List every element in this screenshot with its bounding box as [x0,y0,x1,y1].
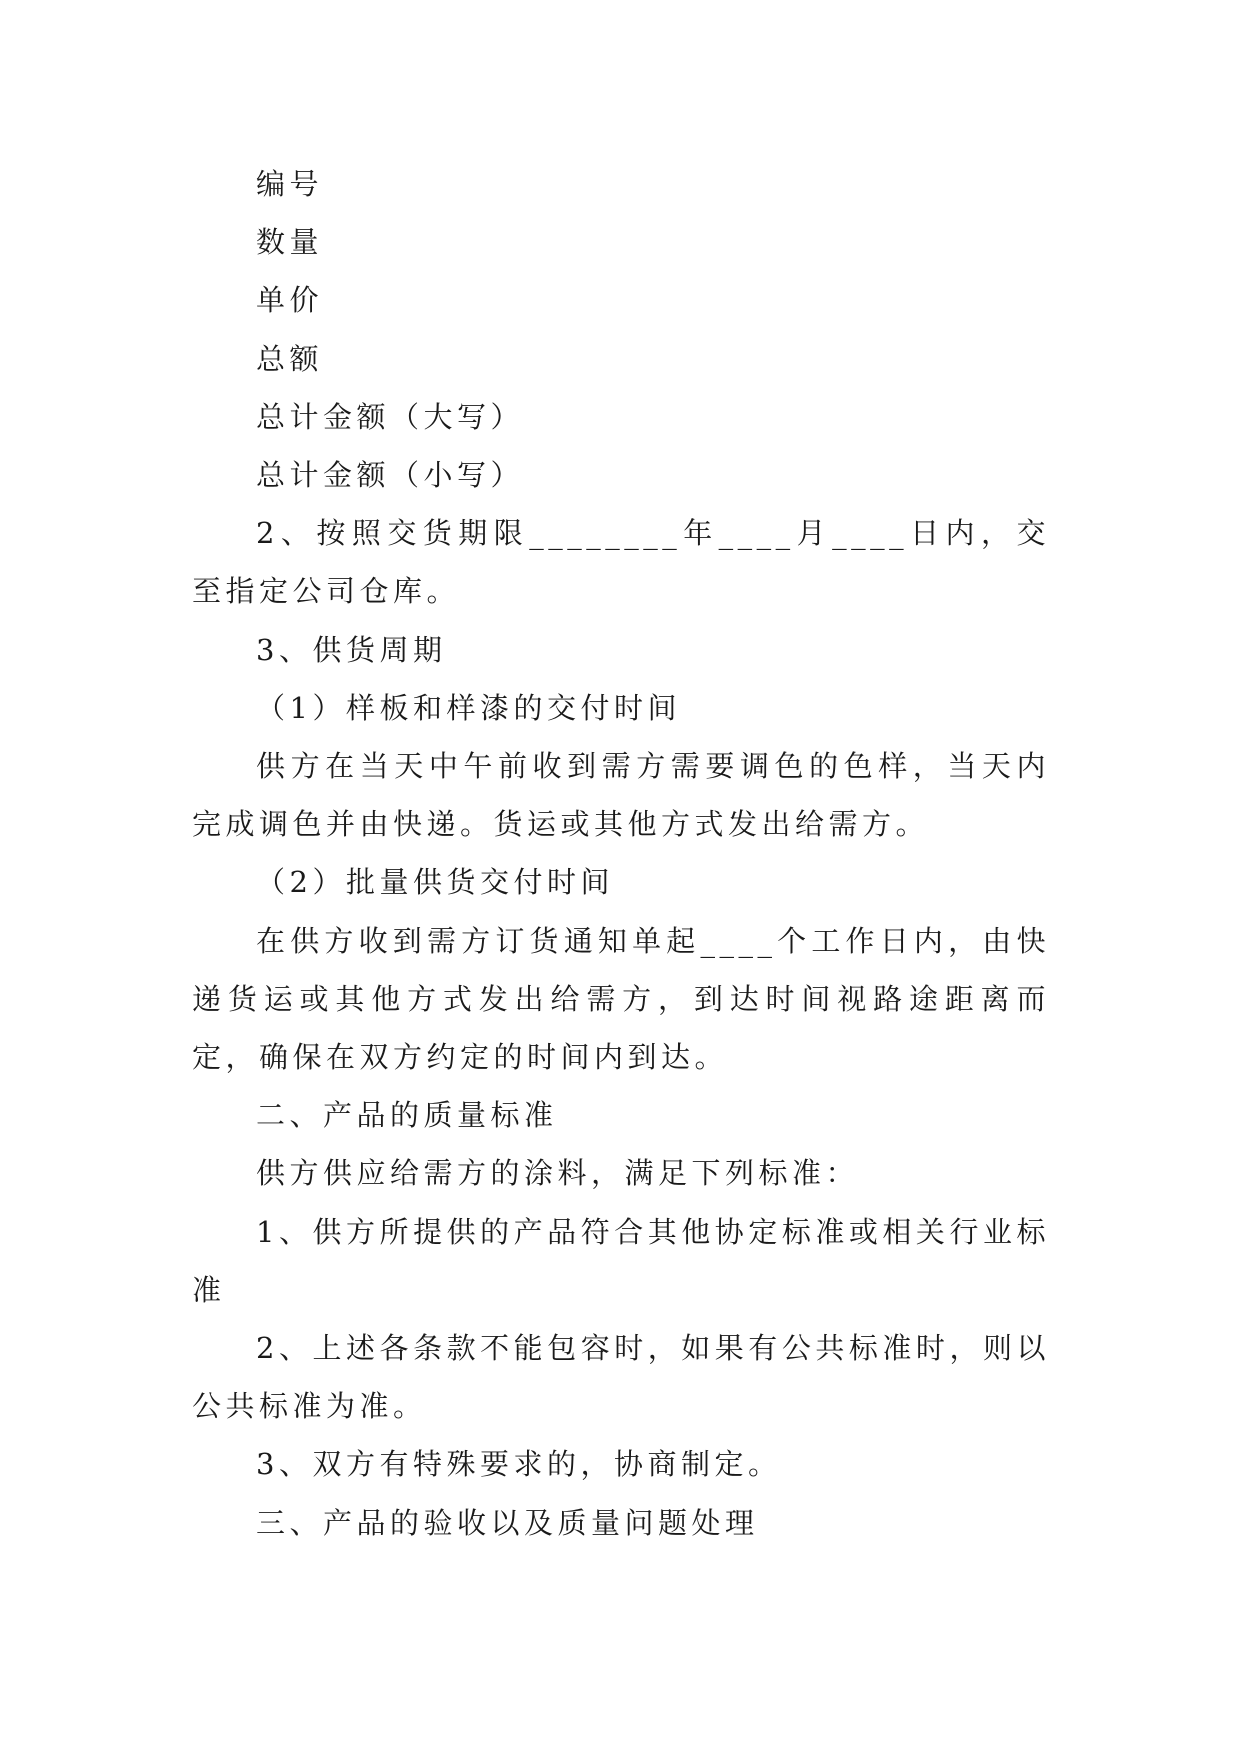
paragraph-total: 总额 [256,341,324,376]
paragraph-delivery-deadline: 2、按照交货期限________年____月____日内，交至指定公司仓库。 [192,516,1050,609]
paragraph-total-amount-uppercase: 总计金额（大写） [256,399,525,434]
paragraph-standard-item-1: 1、供方所提供的产品符合其他协定标准或相关行业标准 [192,1214,1050,1307]
paragraph-standard-item-2: 2、上述各条款不能包容时，如果有公共标准时，则以公共标准为准。 [192,1331,1050,1424]
paragraph-standard-item-3: 3、双方有特殊要求的，协商制定。 [256,1447,782,1482]
paragraph-quality-standard-heading: 二、产品的质量标准 [256,1098,558,1133]
paragraph-batch-delivery-time: （2）批量供货交付时间 [256,865,614,900]
document-body [192,155,1050,1552]
paragraph-batch-delivery-detail: 在供方收到需方订货通知单起____个工作日内，由快递货运或其他方式发出给需方，到达时间视路途距离而定，确保在双方约定的时间内到达。 [192,923,1050,1075]
paragraph-total-amount-lowercase: 总计金额（小写） [256,458,525,493]
paragraph-acceptance-heading: 三、产品的验收以及质量问题处理 [256,1505,759,1540]
paragraph-unit-price: 单价 [256,283,324,318]
paragraph-supply-cycle: 3、供货周期 [256,632,447,667]
paragraph-quality-standard-intro: 供方供应给需方的涂料，满足下列标准： [256,1156,860,1191]
paragraph-serial-number: 编号 [256,167,324,201]
paragraph-quantity: 数量 [256,225,324,260]
paragraph-sample-delivery-time: （1）样板和样漆的交付时间 [256,690,681,725]
paragraph-sample-delivery-detail: 供方在当天中午前收到需方需要调色的色样，当天内完成调色并由快递。货运或其他方式发出给需方。 [192,749,1050,842]
